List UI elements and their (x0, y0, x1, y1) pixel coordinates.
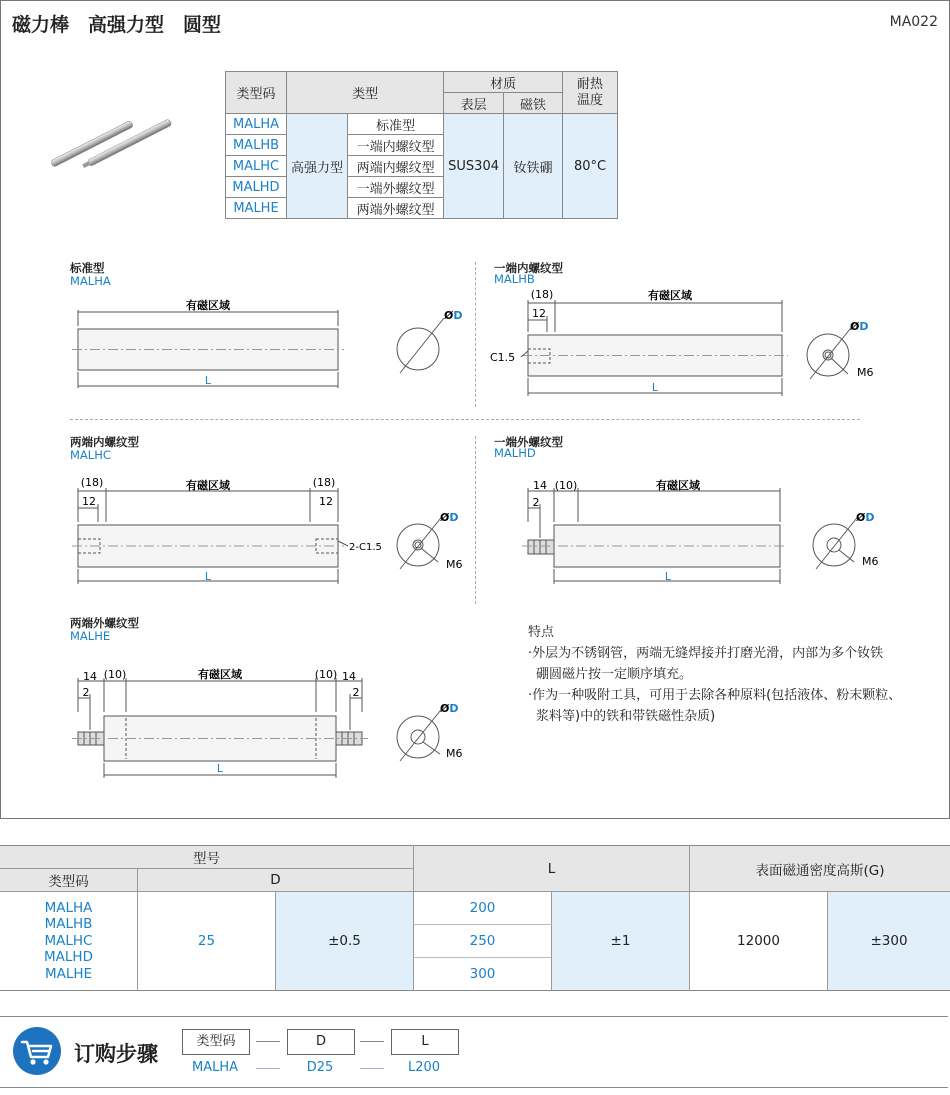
spec-header-material: 材质 (444, 72, 563, 93)
drawing-code-malha: MALHA (70, 274, 111, 288)
spec-type-cell: 两端外螺纹型 (348, 198, 444, 219)
type-codes-cell (0, 892, 138, 991)
header-l: L (414, 846, 690, 892)
order-box-type-code: 类型码 (182, 1029, 250, 1055)
label-length: L (651, 381, 659, 394)
features-title: 特点 (528, 625, 555, 640)
label-chamfer: 2-C1.5 (349, 542, 382, 553)
type-code: MALHC (44, 932, 93, 949)
drawing-title-malhe: 两端外螺纹型 (70, 616, 139, 630)
label-length: L (204, 570, 212, 583)
l-value: 300 (414, 958, 552, 991)
label-2-left: 2 (82, 686, 90, 699)
label-14: 14 (533, 479, 547, 492)
drawing-title-malha: 标准型 (70, 261, 105, 275)
header-model: 型号 (0, 846, 414, 869)
drawing-code-malhb: MALHB (494, 272, 535, 286)
spec-type-cell: 标准型 (348, 114, 444, 135)
label-magnetic-region: 有磁区域 (656, 479, 700, 492)
label-10-left: (10) (103, 668, 127, 681)
drawing-malhd (488, 474, 888, 589)
features-block (528, 622, 933, 727)
spec-code-cell: MALHC (226, 156, 287, 177)
label-length: L (204, 374, 212, 387)
order-separator (360, 1068, 384, 1069)
label-12-right: 12 (319, 495, 333, 508)
spec-type-cell: 两端内螺纹型 (348, 156, 444, 177)
label-magnetic-region: 有磁区域 (198, 668, 242, 681)
label-length: L (664, 570, 672, 583)
label-14-left: 14 (83, 670, 97, 683)
divider-horizontal (70, 419, 860, 420)
label-diameter: ØD (440, 702, 459, 715)
drawing-malhc (60, 474, 470, 589)
spec-code-cell: MALHE (226, 198, 287, 219)
label-thread: M6 (446, 747, 463, 760)
type-code: MALHB (44, 916, 93, 933)
features-line: 浆料等)中的铁和带铁磁性杂质) (536, 709, 716, 724)
drawing-malha (60, 288, 470, 398)
header-gauss: 表面磁通密度高斯(G) (690, 846, 950, 892)
product-code: MA022 (889, 14, 938, 30)
gauss-tolerance: ±300 (828, 892, 950, 991)
drawing-malhe (60, 664, 470, 784)
l-tolerance: ±1 (552, 892, 690, 991)
label-length: L (216, 762, 224, 775)
type-code: MALHD (44, 949, 93, 966)
spec-header-surface: 表层 (444, 93, 504, 114)
label-14-right: 14 (342, 670, 356, 683)
spec-heat-value: 80°C (563, 114, 618, 219)
label-2-right: 2 (352, 686, 360, 699)
label-thread: M6 (857, 366, 874, 379)
order-box-l: L (391, 1029, 459, 1055)
spec-type-cell: 一端外螺纹型 (348, 177, 444, 198)
drawing-code-malhd: MALHD (494, 446, 536, 460)
label-12: 12 (532, 307, 546, 320)
order-separator (360, 1041, 384, 1042)
label-magnetic-region: 有磁区域 (186, 299, 230, 312)
label-thread: M6 (446, 558, 463, 571)
d-tolerance: ±0.5 (276, 892, 414, 991)
order-value-d: D25 (306, 1060, 334, 1075)
spec-header-type: 类型 (287, 72, 444, 114)
spec-code-cell: MALHA (226, 114, 287, 135)
spec-header-type-code: 类型码 (226, 72, 287, 114)
type-code: MALHE (44, 965, 93, 982)
label-thread: M6 (862, 555, 879, 568)
label-diameter: ØD (850, 320, 869, 333)
drawing-title-malhc: 两端内螺纹型 (70, 435, 139, 449)
type-code: MALHA (44, 899, 93, 916)
order-value-type-code: MALHA (191, 1060, 239, 1075)
spec-header-magnet: 磁铁 (504, 93, 563, 114)
gauss-value: 12000 (690, 892, 828, 991)
product-photo (45, 108, 185, 183)
label-10-right: (10) (314, 668, 338, 681)
label-12-left: 12 (82, 495, 96, 508)
dimension-table (0, 845, 950, 991)
shopping-cart-icon (13, 1027, 61, 1075)
drawing-code-malhc: MALHC (70, 448, 111, 462)
label-10: (10) (554, 479, 578, 492)
header-d: D (138, 869, 414, 892)
label-magnetic-region: 有磁区域 (648, 289, 692, 302)
divider-vertical-bottom (475, 436, 476, 604)
features-line: ·外层为不锈钢管，两端无缝焊接并打磨光滑，内部为多个钕铁 (528, 646, 884, 661)
label-18-right: (18) (312, 476, 336, 489)
order-separator (256, 1068, 280, 1069)
spec-header-heat: 耐热 温度 (563, 72, 618, 114)
spec-magnet-value: 钕铁硼 (504, 114, 563, 219)
l-value: 200 (414, 892, 552, 925)
spec-table (225, 71, 618, 219)
label-diameter: ØD (440, 511, 459, 524)
spec-type-cell: 一端内螺纹型 (348, 135, 444, 156)
order-value-l: L200 (407, 1060, 441, 1075)
spec-surface-value: SUS304 (444, 114, 504, 219)
order-box-d: D (287, 1029, 355, 1055)
page-title: 磁力棒 高强力型 圆型 (12, 14, 222, 36)
drawing-code-malhe: MALHE (70, 629, 111, 643)
label-2: 2 (532, 496, 540, 509)
divider-vertical-top (475, 262, 476, 407)
label-diameter: ØD (444, 309, 463, 322)
drawing-malhb (488, 286, 888, 396)
d-value: 25 (138, 892, 276, 991)
label-magnetic-region: 有磁区域 (186, 479, 230, 492)
order-title: 订购步骤 (74, 1042, 158, 1066)
label-18-left: (18) (80, 476, 104, 489)
spec-code-cell: MALHD (226, 177, 287, 198)
label-chamfer: C1.5 (490, 351, 516, 364)
features-line: 硼圆磁片按一定顺序填充。 (536, 667, 693, 682)
l-value: 250 (414, 925, 552, 958)
label-diameter: ØD (856, 511, 875, 524)
drawing-title-malhb: 一端内螺纹型 (494, 261, 563, 275)
label-18: (18) (530, 288, 554, 301)
spec-code-cell: MALHB (226, 135, 287, 156)
drawing-title-malhd: 一端外螺纹型 (494, 435, 563, 449)
features-line: ·作为一种吸附工具，可用于去除各种原料(包括液体、粉末颗粒、 (528, 688, 902, 703)
order-separator (256, 1041, 280, 1042)
header-type-code: 类型码 (0, 869, 138, 892)
spec-group-label: 高强力型 (287, 114, 348, 219)
